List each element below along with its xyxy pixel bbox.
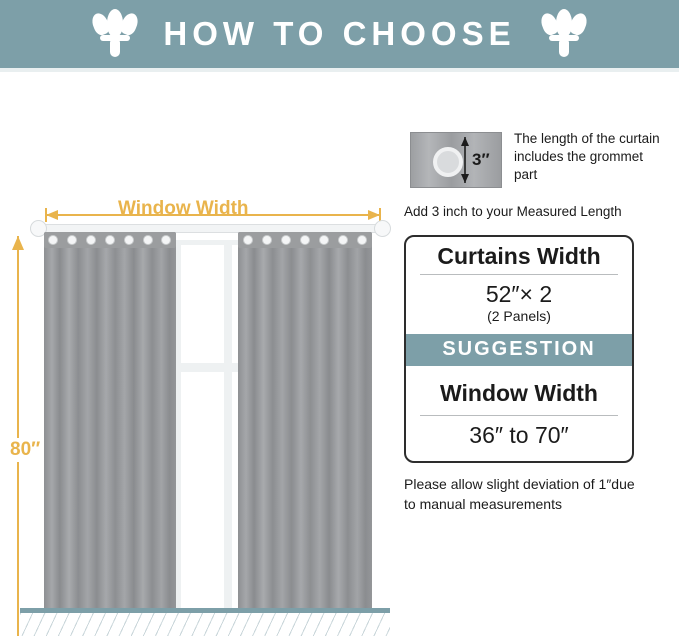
add-inch-note: Add 3 inch to your Measured Length xyxy=(404,204,622,219)
grommet-icon xyxy=(143,235,153,245)
grommet-row-left xyxy=(44,234,176,246)
page-title: HOW TO CHOOSE xyxy=(163,15,516,52)
grommet-icon xyxy=(319,235,329,245)
window-mullion-vertical xyxy=(224,245,232,636)
curtain-height-label: 80″ xyxy=(10,439,41,460)
grommet-icon xyxy=(124,235,134,245)
grommet-icon xyxy=(357,235,367,245)
grommet-icon xyxy=(281,235,291,245)
suggestion-bar-label: SUGGESTION xyxy=(406,334,632,366)
curtain-illustration xyxy=(0,72,400,636)
suggested-window-width-range: 36″ to 70″ xyxy=(469,422,569,448)
floor-area xyxy=(0,608,400,636)
grommet-detail-block xyxy=(404,130,666,192)
curtain-height-dimension-arrow xyxy=(8,232,28,636)
grommet-note-text: The length of the curtain includes the grommet part xyxy=(514,131,660,183)
grommet-icon xyxy=(105,235,115,245)
header-banner xyxy=(0,0,679,68)
fleur-de-lis-icon-right xyxy=(542,11,586,57)
curtains-width-value: 52″× 2 xyxy=(485,281,553,307)
grommet-icon xyxy=(86,235,96,245)
curtain-panel-left xyxy=(44,232,176,636)
curtain-rod-finial-right xyxy=(374,220,391,237)
grommet-height-dimension-arrow xyxy=(458,134,472,186)
info-column xyxy=(404,130,666,515)
grommet-icon xyxy=(338,235,348,245)
panels-note: (2 Panels) xyxy=(487,308,551,324)
grommet-measure-label: 3″ xyxy=(472,150,490,169)
window-width-label: Window Width xyxy=(118,198,249,219)
grommet-icon xyxy=(300,235,310,245)
curtains-width-row xyxy=(406,237,632,334)
suggestion-card xyxy=(404,235,634,463)
grommet-row-right xyxy=(238,234,372,246)
grommet-icon xyxy=(243,235,253,245)
grommet-icon xyxy=(161,235,171,245)
suggested-window-width-row xyxy=(406,366,632,461)
grommet-icon xyxy=(67,235,77,245)
curtains-width-title: Curtains Width xyxy=(437,243,601,269)
suggested-window-width-title: Window Width xyxy=(440,380,598,406)
grommet-icon xyxy=(48,235,58,245)
curtain-panel-right xyxy=(238,232,372,636)
grommet-icon xyxy=(262,235,272,245)
fleur-de-lis-icon-left xyxy=(93,11,137,57)
window-width-dimension-arrow xyxy=(44,208,382,222)
floor-hatching xyxy=(20,613,390,636)
deviation-note: Please allow slight deviation of 1″due to manual measurements xyxy=(404,476,635,512)
